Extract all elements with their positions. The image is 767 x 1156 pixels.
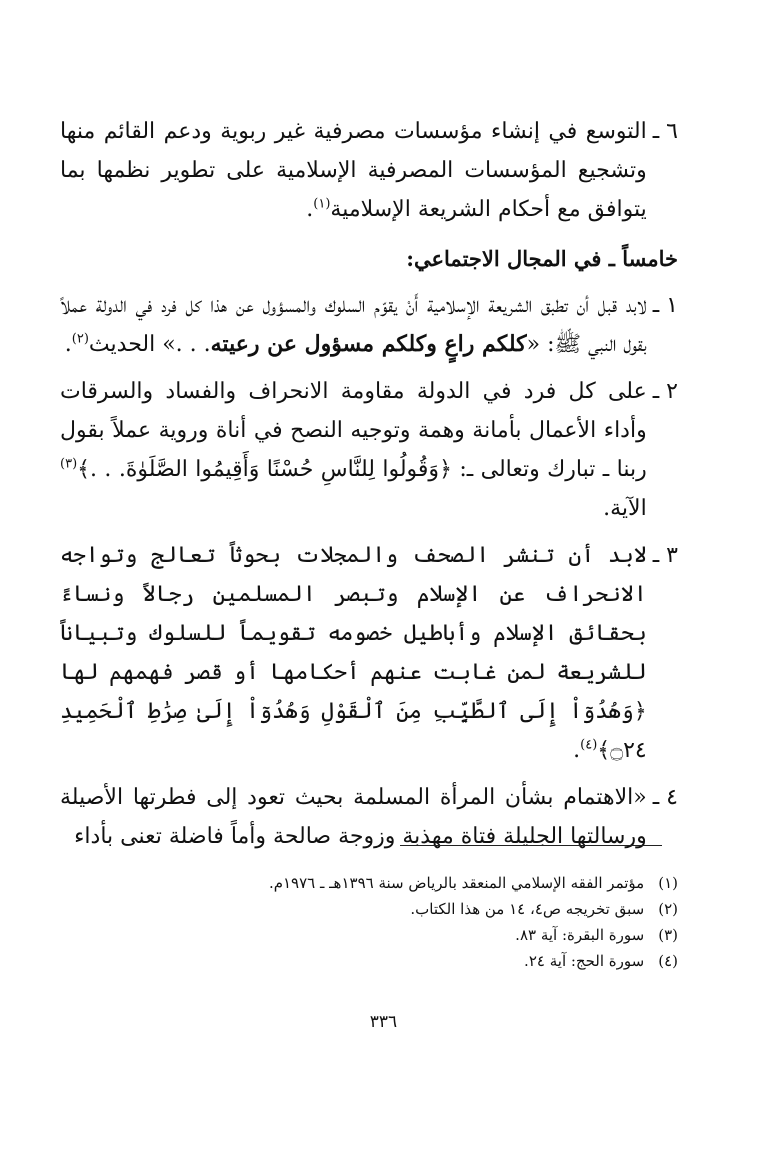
footnote-text: سبق تخريجه ص٤، ١٤ من هذا الكتاب. bbox=[410, 900, 645, 918]
item-number: ٢ ـ bbox=[652, 379, 678, 404]
item-text-end: . bbox=[306, 197, 314, 222]
footnote bbox=[60, 870, 678, 896]
page-number: ٣٣٦ bbox=[369, 1012, 398, 1032]
item-number: ٣ ـ bbox=[652, 543, 678, 568]
footnotes bbox=[60, 870, 678, 974]
list-item-6 bbox=[60, 112, 678, 229]
item-text: «الاهتمام بشأن المرأة المسلمة بحيث تعود إلى فطرتها الأصيلة ورسالتها الجليلة فتاة مهذبة وزوجة صالحة وأماً فاضلة تعنى بأداء bbox=[60, 785, 647, 849]
footnote-ref: (٣) bbox=[60, 456, 78, 472]
quran-verse: وَهُدُوٓاْ إِلَى ٱلطَّيِّبِ مِنَ ٱلْقَوْلِ وَهُدُوٓاْ إِلَىٰ صِرَٰطِ ٱلْحَمِيدِ ۝٢٤ bbox=[60, 699, 647, 763]
item-text-a: على كل فرد في الدولة مقاومة الانحراف والفساد والسرقات وأداء الأعمال بأمانة وهمة وتوجيه النصح في أناة وروية عملاً بقول ربنا ـ تبارك وتعالى ـ: ﴿ bbox=[60, 379, 647, 482]
footnote-ref: (٤) bbox=[580, 737, 598, 753]
footnote-ref: (١) bbox=[313, 196, 331, 212]
item-number: ٦ ـ bbox=[652, 119, 678, 144]
footnote-separator bbox=[400, 845, 662, 846]
footnote-text: سورة الحج: آية ٢٤. bbox=[524, 952, 645, 970]
item-text bbox=[60, 536, 647, 770]
footnote bbox=[60, 896, 678, 922]
item-text-b: ﴾ bbox=[597, 738, 611, 763]
list-item-3 bbox=[60, 536, 678, 770]
item-text-end: . bbox=[64, 332, 72, 357]
item-text-a: لابد قبل أن تطبق الشريعة الإسلامية أَنْ يقوّم السلوك والمسؤول عن هذا كل فرد في الدولة عملاً بقول النبي ﷺ: « bbox=[60, 293, 647, 357]
item-text-body: التوسع في إنشاء مؤسسات مصرفية غير ربوية ودعم القائم منها وتشجيع المؤسسات المصرفية الإسلامية على تطوير نظمها بما يتوافق مع أحكام الشريعة الإسلامية bbox=[60, 119, 647, 222]
item-text-end: . bbox=[573, 738, 581, 763]
footnote-number: (٢) bbox=[658, 900, 678, 918]
footnote-number: (١) bbox=[658, 874, 678, 892]
footnote-ref: (٢) bbox=[71, 331, 89, 347]
hadith-quote: كلكم راعٍ وكلكم مسؤول عن رعيته bbox=[210, 331, 527, 357]
footnote-number: (٣) bbox=[658, 926, 678, 944]
item-number: ٤ ـ bbox=[652, 785, 678, 810]
list-item-1 bbox=[60, 286, 678, 364]
footnote-number: (٤) bbox=[658, 952, 678, 970]
section-heading: خامساً ـ في المجال الاجتماعي: bbox=[406, 246, 678, 271]
main-text bbox=[60, 112, 678, 856]
footnote bbox=[60, 948, 678, 974]
footnote bbox=[60, 922, 678, 948]
item-text bbox=[60, 372, 647, 528]
footnote-text: مؤتمر الفقه الإسلامي المنعقد بالرياض سنة ١٣٩٦هـ ـ ١٩٧٦م. bbox=[268, 874, 645, 892]
item-text bbox=[60, 112, 647, 229]
item-text-b: . . .﴾ bbox=[77, 457, 126, 482]
item-text-b: . . .» الحديث bbox=[88, 332, 211, 357]
item-text bbox=[60, 286, 647, 364]
quran-verse: وَقُولُوا لِلنَّاسِ حُسْنًا وَأَقِيمُوا الصَّلَوٰةَ bbox=[125, 457, 440, 482]
item-text-end: الآية. bbox=[603, 496, 647, 521]
list-item-2 bbox=[60, 372, 678, 528]
item-number: ١ ـ bbox=[652, 293, 678, 318]
item-text-a: لابد أن تنشر الصحف والمجلات بحوثاً تعالج وتواجه الانحراف عن الإسلام وتبصر المسلمين رجالاً ونساءً بحقائق الإسلام وأباطيل خصومه تقويماً للسلوك وتبياناً للشريعة لمن غابت عنهم أحكامها أو قصر فهمهم لها ﴿ bbox=[60, 543, 647, 724]
footnote-text: سورة البقرة: آية ٨٣. bbox=[515, 926, 645, 944]
